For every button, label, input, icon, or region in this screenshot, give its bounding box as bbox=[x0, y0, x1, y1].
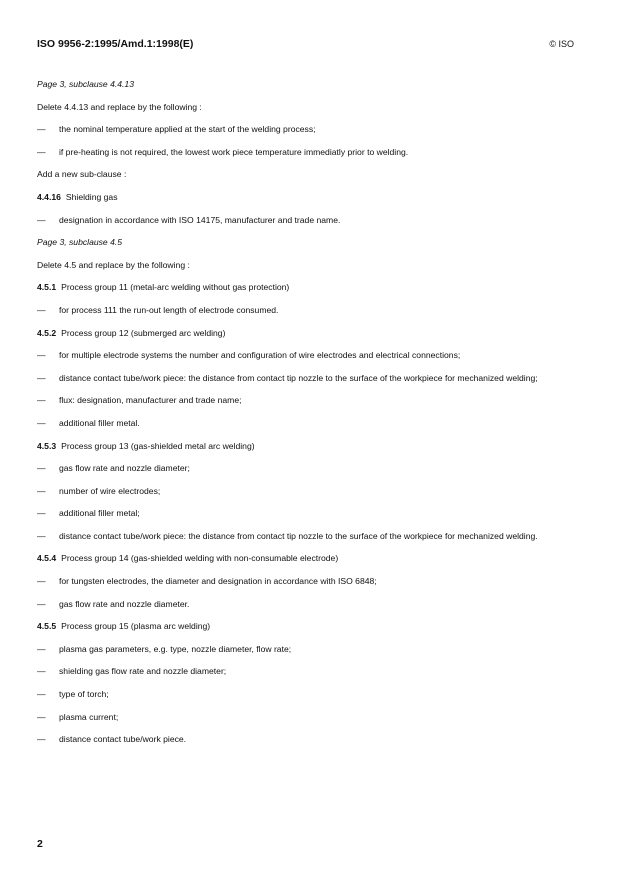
list-item: — distance contact tube/work piece: the distance from contact tip nozzle to the surface of the workpiece for mechanized welding. bbox=[37, 530, 538, 541]
list-item: — additional filler metal; bbox=[37, 508, 140, 519]
instruction-text: Delete 4.5 and replace by the following : bbox=[37, 259, 190, 270]
list-item: — designation in accordance with ISO 14175, manufacturer and trade name. bbox=[37, 214, 341, 225]
list-item: — if pre-heating is not required, the lowest work piece temperature immediatly prior to welding. bbox=[37, 146, 409, 157]
document-body bbox=[37, 79, 575, 745]
instruction-text: Add a new sub-clause : bbox=[37, 169, 127, 180]
list-item: — for process 111 the run-out length of electrode consumed. bbox=[37, 304, 279, 315]
list-item: — flux: designation, manufacturer and trade name; bbox=[37, 395, 242, 406]
list-item: — the nominal temperature applied at the start of the welding process; bbox=[37, 124, 316, 135]
clause-heading: 4.5.1 Process group 11 (metal-arc welding without gas protection) bbox=[37, 282, 290, 293]
subclause-reference: Page 3, subclause 4.5 bbox=[37, 237, 123, 248]
list-item: — type of torch; bbox=[37, 689, 109, 700]
clause-heading: 4.4.16 Shielding gas bbox=[37, 191, 118, 202]
clause-heading: 4.5.5 Process group 15 (plasma arc welding) bbox=[37, 621, 211, 632]
page-number: 2 bbox=[37, 838, 43, 850]
list-item: — plasma gas parameters, e.g. type, nozzle diameter, flow rate; bbox=[37, 643, 292, 654]
list-item: — for multiple electrode systems the number and configuration of wire electrodes and electrical connections; bbox=[37, 350, 461, 361]
subclause-reference: Page 3, subclause 4.4.13 bbox=[37, 79, 134, 89]
clause-heading: 4.5.2 Process group 12 (submerged arc welding) bbox=[37, 327, 226, 338]
list-item: — for tungsten electrodes, the diameter and designation in accordance with ISO 6848; bbox=[37, 576, 377, 587]
document-id: ISO 9956-2:1995/Amd.1:1998(E) bbox=[37, 38, 194, 50]
list-item: — plasma current; bbox=[37, 711, 119, 722]
list-item: — distance contact tube/work piece: the distance from contact tip nozzle to the surface of the workpiece for mechanized welding; bbox=[37, 372, 538, 383]
page-header bbox=[37, 38, 574, 52]
clause-heading: 4.5.4 Process group 14 (gas-shielded welding with non-consumable electrode) bbox=[37, 553, 339, 564]
copyright-notice: © ISO bbox=[549, 39, 574, 49]
clause-heading: 4.5.3 Process group 13 (gas-shielded metal arc welding) bbox=[37, 440, 255, 451]
list-item: — gas flow rate and nozzle diameter; bbox=[37, 463, 190, 474]
list-item: — additional filler metal. bbox=[37, 417, 140, 428]
list-item: — distance contact tube/work piece. bbox=[37, 734, 187, 745]
instruction-text: Delete 4.4.13 and replace by the following : bbox=[37, 101, 202, 112]
list-item: — gas flow rate and nozzle diameter. bbox=[37, 598, 190, 609]
list-item: — number of wire electrodes; bbox=[37, 485, 161, 496]
list-item: — shielding gas flow rate and nozzle diameter; bbox=[37, 666, 227, 677]
